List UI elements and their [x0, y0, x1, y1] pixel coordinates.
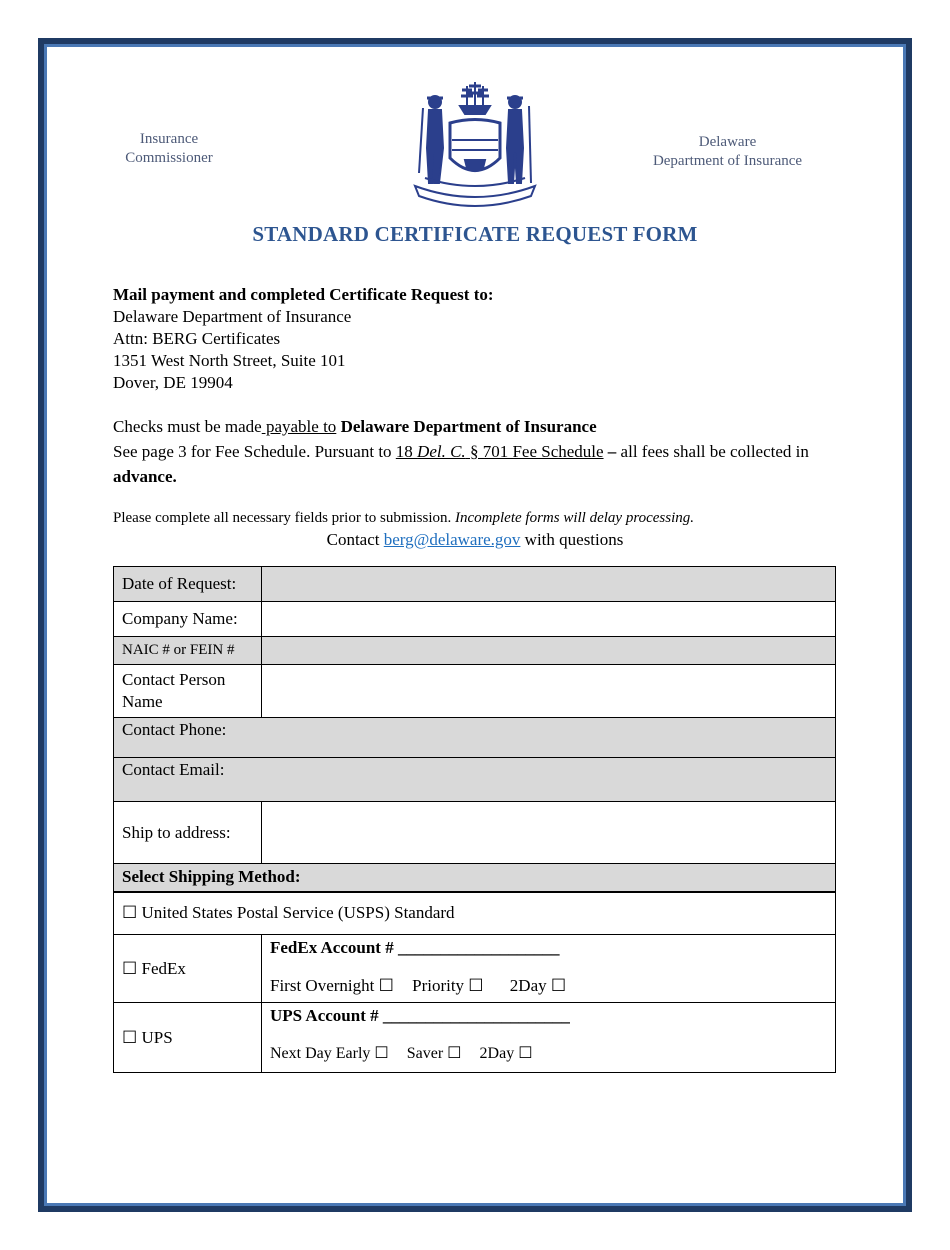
ups-details: [262, 1003, 836, 1073]
date-of-request-field[interactable]: [262, 567, 836, 602]
contact-email-label: Contact Email:: [122, 760, 225, 779]
contact-email-field[interactable]: [114, 758, 836, 802]
fedex-account-field[interactable]: FedEx Account # ___________________: [270, 938, 560, 957]
delaware-state-seal-icon: [405, 78, 545, 208]
fedex-priority-checkbox[interactable]: Priority ☐: [412, 976, 484, 995]
contact-person-label: Contact Person Name: [114, 665, 262, 718]
usps-option[interactable]: ☐ United States Postal Service (USPS) Standard: [114, 892, 836, 935]
ups-account-field[interactable]: UPS Account # ______________________: [270, 1006, 570, 1025]
delaware-department-label: Delaware Department of Insurance: [652, 134, 803, 169]
ups-next-day-early-checkbox[interactable]: Next Day Early ☐: [270, 1045, 389, 1062]
fedex-option[interactable]: ☐ FedEx: [114, 935, 262, 1003]
ups-option[interactable]: ☐ UPS: [114, 1003, 262, 1073]
page-title: STANDARD CERTIFICATE REQUEST FORM: [252, 222, 698, 246]
company-name-field[interactable]: [262, 602, 836, 637]
address-line: Dover, DE 19904: [113, 373, 233, 392]
contact-email-link[interactable]: berg@delaware.gov: [383, 530, 521, 549]
contact-phone-field[interactable]: [114, 718, 836, 758]
naic-fein-field[interactable]: [262, 637, 836, 665]
contact-phone-label: Contact Phone:: [122, 720, 227, 739]
payment-instructions: Checks must be made payable to Delaware Department of Insurance See page 3 for Fee Schedule. Pursuant to 18 Del. C. § 701 Fee Schedule – all fees shall be collected in advance.: [113, 417, 809, 486]
certificate-request-table: [113, 566, 836, 1073]
shipping-method-heading: Select Shipping Method:: [114, 864, 836, 892]
contact-line: Contact berg@delaware.gov with questions: [326, 530, 624, 549]
contact-person-field[interactable]: [262, 665, 836, 718]
address-line: Attn: BERG Certificates: [113, 329, 281, 348]
address-line: 1351 West North Street, Suite 101: [113, 351, 346, 370]
ups-saver-checkbox[interactable]: Saver ☐: [406, 1045, 462, 1062]
insurance-commissioner-label: Insurance Commissioner: [125, 131, 213, 166]
fedex-2day-checkbox[interactable]: 2Day ☐: [509, 976, 567, 995]
ups-2day-checkbox[interactable]: 2Day ☐: [479, 1045, 533, 1062]
statute-reference: 18 Del. C. § 701 Fee Schedule: [395, 442, 604, 461]
company-name-label: Company Name:: [114, 602, 262, 637]
fedex-first-overnight-checkbox[interactable]: First Overnight ☐: [270, 976, 394, 995]
address-line: Delaware Department of Insurance: [113, 307, 352, 326]
completion-notice: Please complete all necessary fields prior to submission. Incomplete forms will delay processing.: [113, 510, 695, 526]
mailing-address-block: [113, 284, 494, 394]
naic-fein-label: NAIC # or FEIN #: [114, 637, 262, 665]
ship-to-address-field[interactable]: [262, 802, 836, 864]
mailing-heading: Mail payment and completed Certificate Request to:: [113, 285, 494, 304]
date-of-request-label: Date of Request:: [114, 567, 262, 602]
fedex-details: [262, 935, 836, 1003]
ship-to-address-label: Ship to address:: [114, 802, 262, 864]
